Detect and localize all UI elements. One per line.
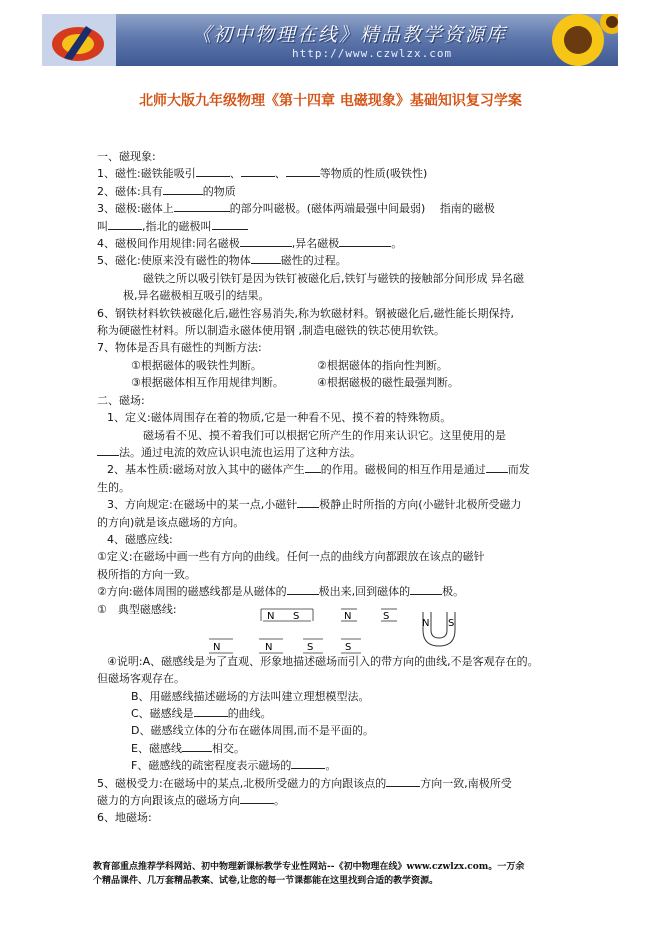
line-judge-methods-row2: ③根据磁体相互作用规律判断。 ④根据磁极的磁性最强判断。 xyxy=(131,376,459,390)
line-magnetic-materials-cont: 称为硬磁性材料。所以制造永磁体使用钢 ,制造电磁铁的铁芯使用软铁。 xyxy=(97,324,445,338)
line-magnetic-property: 1、磁性:磁铁能吸引 、 、 等物质的性质(吸铁性) xyxy=(97,167,428,181)
line-magnetic-pole: 3、磁极:磁体上 的部分叫磁极。(磁体两端最强中间最弱) 指南的磁极 xyxy=(97,202,495,216)
pole-pairs-row xyxy=(209,639,361,653)
line-judge-methods-row1: ①根据磁体的吸铁性判断。 ②根据磁体的指向性判断。 xyxy=(131,358,448,372)
line-field-direction-cont: 的方向)就是该点磁场的方向。 xyxy=(97,515,245,529)
footer-line-2: 个精品课件、几万套精品教案、试卷,让您的每一节课都能在这里找到合适的教学资源。 xyxy=(93,876,439,886)
line-pole-interaction: 4、磁极间作用规律:同名磁极 ,异名磁极 。 xyxy=(97,237,403,251)
line-field-lines-direction: ②方向:磁体周围的磁感线都是从磁体的 极出来,回到磁体的 极。 xyxy=(97,585,465,599)
line-note-b: B、用磁感线描述磁场的方法叫建立理想模型法。 xyxy=(131,689,370,703)
pole-n-label: N xyxy=(344,611,352,622)
line-magnetic-pole-cont: 叫 ,指北的磁极叫 xyxy=(97,218,577,235)
pole-s-label: S xyxy=(383,611,390,622)
banner-title: 《初中物理在线》精品教学资源库 xyxy=(192,24,508,46)
line-field-property: 2、基本性质:磁场对放入其中的磁体产生 的作用。磁极间的相互作用是通过 而发 xyxy=(107,463,530,477)
u-magnet-n-label: N xyxy=(422,618,430,629)
section-heading-magnetism: 一、磁现象: xyxy=(97,150,156,163)
single-pole-s xyxy=(381,609,397,622)
line-field-lines-definition-cont: 极所指的方向一致。 xyxy=(97,567,196,581)
u-magnet xyxy=(422,612,455,646)
pair-n-label-2: N xyxy=(265,642,273,653)
line-field-lines-definition: ①定义:在磁场中画一些有方向的曲线。任何一点的曲线方向都跟放在该点的磁针 xyxy=(97,550,485,564)
line-magnetic-materials: 6、钢铁材料软铁被磁化后,磁性容易消失,称为软磁材料。钢被磁化后,磁性能长期保持, xyxy=(97,306,514,320)
bar-magnet-s-label: S xyxy=(293,611,300,622)
line-typical-field-lines: ① 典型磁感线: xyxy=(97,602,177,616)
line-field-property-cont: 生的。 xyxy=(97,480,130,494)
line-note-f: F、磁感线的疏密程度表示磁场的 。 xyxy=(131,759,337,773)
line-field-definition-cont2: 法。通过电流的效应认识电流也运用了这种方法。 xyxy=(97,444,577,461)
pair-s-label-2: S xyxy=(345,642,352,653)
line-magnetization: 5、磁化:使原来没有磁性的物体 磁性的过程。 xyxy=(97,254,347,268)
line-magnetization-explain-cont: 极,异名磁极相互吸引的结果。 xyxy=(123,289,270,303)
line-field-definition-cont: 磁场看不见、摸不着我们可以根据它所产生的作用来认识它。这里使用的是 xyxy=(143,428,506,442)
sunflower-icon xyxy=(508,14,618,66)
line-field-lines-heading: 4、磁感应线: xyxy=(107,532,173,546)
line-note-c: C、磁感线是 的曲线。 xyxy=(131,707,272,720)
line-judge-methods: 7、物体是否具有磁性的判断方法: xyxy=(97,341,262,355)
line-note-a-cont: 但磁场客观存在。 xyxy=(97,672,185,686)
section-heading-magnetic-field: 二、磁场: xyxy=(97,393,145,407)
page-footer xyxy=(93,860,577,888)
pair-n-label-1: N xyxy=(213,642,221,653)
line-pole-force-cont: 磁力的方向跟该点的磁场方向 。 xyxy=(97,794,285,808)
line-note-a: ④说明:A、磁感线是为了直观、形象地描述磁场而引入的带方向的曲线,不是客观存在的。 xyxy=(107,654,539,668)
banner-url[interactable]: http://www.czwlzx.com xyxy=(292,47,453,60)
document-title: 北师大版九年级物理《第十四章 电磁现象》基础知识复习学案 xyxy=(139,93,522,109)
line-earth-field: 6、地磁场: xyxy=(97,811,152,825)
line-magnetization-explain: 磁铁之所以吸引铁钉是因为铁钉被磁化后,铁钉与磁铁的接触部分间形成 异名磁 xyxy=(143,271,524,285)
line-field-definition: 1、定义:磁体周围存在着的物质,它是一种看不见、摸不着的特殊物质。 xyxy=(107,411,452,425)
typical-field-lines-diagram xyxy=(205,606,475,660)
document-body xyxy=(97,148,577,827)
line-note-d: D、磁感线立体的分布在磁体周围,而不是平面的。 xyxy=(131,724,374,738)
site-logo-icon xyxy=(42,14,116,66)
line-note-e: E、磁感线 相交。 xyxy=(131,741,245,755)
line-pole-force: 5、磁极受力:在磁场中的某点,北极所受磁力的方向跟该点的 方向一致,南极所受 xyxy=(97,776,512,790)
bar-magnet xyxy=(261,609,313,622)
line-field-direction: 3、方向规定:在磁场中的某一点,小磁针 极静止时所指的方向(小磁针北极所受磁力 xyxy=(107,498,522,512)
footer-line-1: 教育部重点推荐学科网站、初中物理新课标教学专业性网站--《初中物理在线》www.czwlzx.com。一万余 xyxy=(93,862,525,872)
u-magnet-s-label: S xyxy=(448,618,455,629)
single-pole-n xyxy=(341,609,357,622)
line-magnet-definition: 2、磁体:具有 的物质 xyxy=(97,184,236,198)
site-banner xyxy=(42,14,618,66)
bar-magnet-n-label: N xyxy=(267,611,275,622)
pair-s-label-1: S xyxy=(307,642,314,653)
